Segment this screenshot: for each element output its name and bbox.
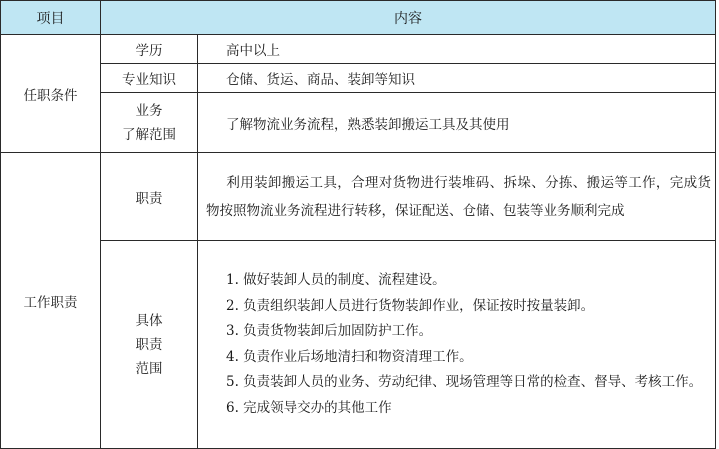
scope-list [198, 241, 716, 449]
list-item: 4. 负责作业后场地清扫和物资清理工作。 [226, 348, 473, 365]
table-row [1, 93, 716, 153]
row-value-education: 高中以上 [198, 35, 716, 64]
table-row [1, 153, 716, 241]
row-label-line: 具体 [135, 312, 163, 329]
row-value-business-scope: 了解物流业务流程，熟悉装卸搬运工具及其使用 [198, 93, 716, 153]
row-label-education: 学历 [101, 35, 198, 64]
list-item: 1. 做好装卸人员的制度、流程建设。 [226, 272, 446, 288]
section-title-requirements: 任职条件 [1, 35, 101, 153]
row-label-line: 职责 [135, 336, 163, 353]
row-label-knowledge: 专业知识 [101, 64, 198, 93]
section-title-duties: 工作职责 [1, 153, 101, 449]
table-row [1, 241, 716, 449]
list-item: 5. 负责装卸人员的业务、劳动纪律、现场管理等日常的检查、督导、考核工作。 [226, 374, 703, 390]
row-label-business-scope [101, 93, 198, 153]
row-label-line: 了解范围 [122, 126, 176, 143]
header-item: 项目 [1, 1, 101, 35]
row-value-knowledge: 仓储、货运、商品、装卸等知识 [198, 64, 716, 93]
row-label-line: 业务 [135, 102, 163, 119]
table-row [1, 64, 716, 93]
list-item: 3. 负责货物装卸后加固防护工作。 [226, 323, 433, 339]
list-item: 2. 负责组织装卸人员进行货物装卸作业，保证按时按量装卸。 [226, 297, 595, 314]
row-value-duty [198, 153, 716, 241]
row-label-duty: 职责 [101, 153, 198, 241]
row-label-line: 范围 [135, 360, 163, 377]
list-item: 6. 完成领导交办的其他工作 [226, 399, 392, 416]
header-content: 内容 [101, 1, 716, 35]
table-header-row [1, 1, 716, 35]
row-label-scope [101, 241, 198, 449]
duty-text: 利用装卸搬运工具，合理对货物进行装堆码、拆垛、分拣、搬运等工作，完成货物按照物流业务流程进行转移，保证配送、仓储、包装等业务顺利完成 [206, 174, 711, 219]
table-row [1, 35, 716, 64]
